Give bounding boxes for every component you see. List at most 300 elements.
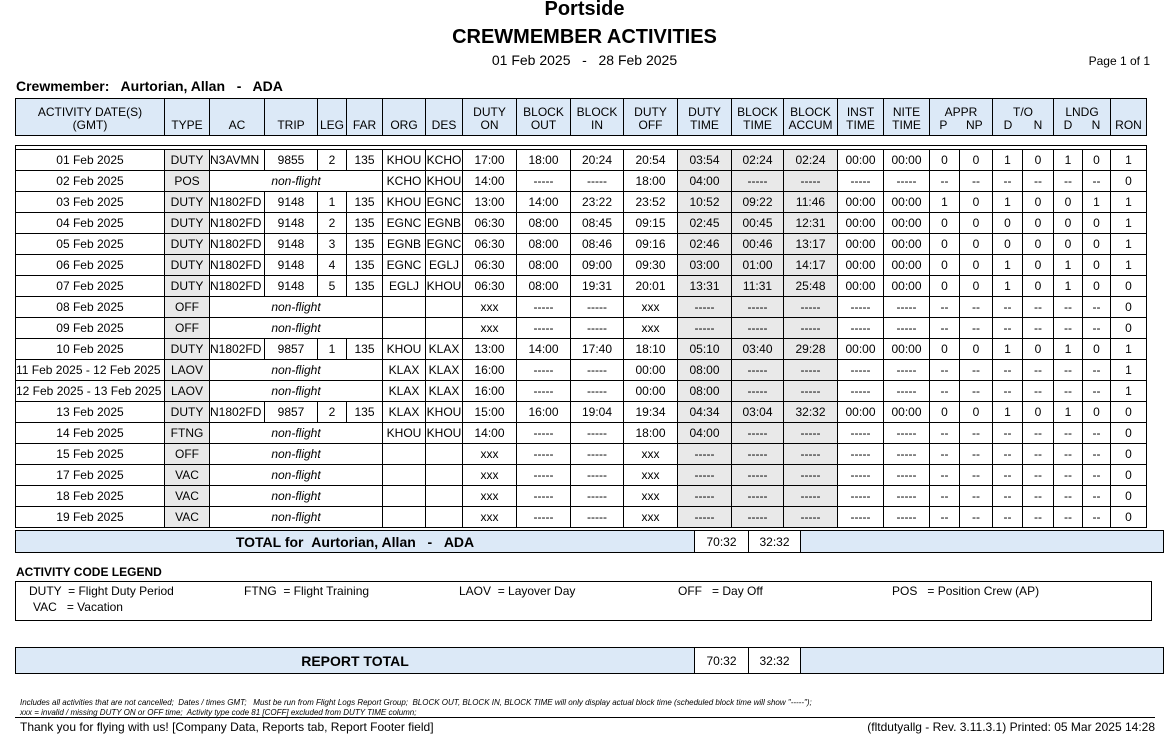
cell-duty-off: xxx: [624, 465, 678, 486]
cell-to-n: --: [1023, 423, 1054, 444]
cell-ron: 0: [1111, 318, 1147, 339]
cell-duty-time: 03:54: [678, 150, 732, 171]
cell-block-in: 23:22: [571, 192, 624, 213]
cell-type: DUTY: [165, 276, 210, 297]
cell-lndg-d: --: [1054, 171, 1083, 192]
cell-date: 13 Feb 2025: [16, 402, 165, 423]
cell-duty-time: 04:00: [678, 171, 732, 192]
cell-type: DUTY: [165, 402, 210, 423]
cell-appr-np: --: [960, 297, 993, 318]
cell-appr-np: --: [960, 381, 993, 402]
cell-org: [383, 507, 426, 528]
table-row: [16, 402, 1147, 423]
cell-block-in: 20:24: [571, 150, 624, 171]
cell-non-flight: non-flight: [210, 360, 383, 381]
cell-lndg-n: --: [1083, 171, 1111, 192]
report-total-filler: [801, 648, 1164, 674]
cell-leg: 2: [318, 150, 347, 171]
cell-appr-np: 0: [960, 150, 993, 171]
legend-box: [15, 581, 1152, 621]
cell-duty-time: -----: [678, 507, 732, 528]
cell-to-d: 1: [993, 339, 1023, 360]
cell-ron: 0: [1111, 465, 1147, 486]
col-ac: AC: [210, 99, 265, 136]
cell-lndg-n: 1: [1083, 192, 1111, 213]
cell-appr-p: --: [930, 360, 960, 381]
cell-duty-time: 04:34: [678, 402, 732, 423]
cell-to-d: 1: [993, 150, 1023, 171]
col-type: TYPE: [165, 99, 210, 136]
cell-des: KCHO: [426, 150, 463, 171]
col-inst-time: INST TIME: [838, 99, 884, 136]
cell-ron: 1: [1111, 234, 1147, 255]
cell-block-out: 08:00: [517, 213, 571, 234]
cell-lndg-d: --: [1054, 423, 1083, 444]
cell-block-in: -----: [571, 486, 624, 507]
cell-block-out: -----: [517, 318, 571, 339]
cell-appr-p: --: [930, 465, 960, 486]
cell-duty-on: 14:00: [463, 171, 517, 192]
cell-appr-np: --: [960, 423, 993, 444]
cell-block-in: -----: [571, 507, 624, 528]
cell-to-d: 1: [993, 192, 1023, 213]
col-duty-on: DUTY ON: [463, 99, 517, 136]
cell-lndg-d: 1: [1054, 255, 1083, 276]
cell-inst-time: -----: [838, 486, 884, 507]
cell-appr-p: --: [930, 318, 960, 339]
cell-lndg-n: --: [1083, 297, 1111, 318]
cell-ron: 1: [1111, 360, 1147, 381]
cell-to-n: --: [1023, 486, 1054, 507]
cell-nite-time: 00:00: [884, 255, 930, 276]
cell-far: 135: [347, 234, 383, 255]
cell-org: KCHO: [383, 171, 426, 192]
cell-block-time: -----: [732, 444, 784, 465]
cell-org: KHOU: [383, 423, 426, 444]
cell-inst-time: -----: [838, 465, 884, 486]
cell-appr-p: 1: [930, 192, 960, 213]
cell-non-flight: non-flight: [210, 171, 383, 192]
cell-type: VAC: [165, 465, 210, 486]
report-title: CREWMEMBER ACTIVITIES: [452, 26, 717, 48]
cell-block-time: 03:40: [732, 339, 784, 360]
cell-inst-time: -----: [838, 444, 884, 465]
cell-leg: 2: [318, 402, 347, 423]
cell-duty-on: 16:00: [463, 360, 517, 381]
cell-block-time: 03:04: [732, 402, 784, 423]
cell-type: DUTY: [165, 339, 210, 360]
cell-block-accum: -----: [784, 297, 838, 318]
cell-far: 135: [347, 339, 383, 360]
cell-ac: N1802FD: [210, 276, 265, 297]
cell-to-n: --: [1023, 297, 1054, 318]
cell-to-n: --: [1023, 171, 1054, 192]
cell-block-out: 08:00: [517, 255, 571, 276]
cell-trip: 9148: [265, 192, 318, 213]
col-trip: TRIP: [265, 99, 318, 136]
cell-to-d: --: [993, 297, 1023, 318]
cell-ac: N1802FD: [210, 213, 265, 234]
crewmember-name: Aurtorian, Allan: [120, 78, 226, 94]
cell-appr-np: 0: [960, 276, 993, 297]
cell-date: 14 Feb 2025: [16, 423, 165, 444]
cell-ron: 0: [1111, 171, 1147, 192]
cell-to-n: --: [1023, 360, 1054, 381]
cell-inst-time: 00:00: [838, 192, 884, 213]
footer-divider: [15, 717, 1155, 718]
col-activity-date: ACTIVITY DATE(S) (GMT): [16, 99, 165, 136]
cell-trip: 9148: [265, 213, 318, 234]
cell-ron: 0: [1111, 297, 1147, 318]
cell-to-n: --: [1023, 444, 1054, 465]
cell-duty-on: 06:30: [463, 276, 517, 297]
cell-duty-on: 06:30: [463, 255, 517, 276]
cell-lndg-d: --: [1054, 381, 1083, 402]
legend-item-pos: POS = Position Crew (AP): [892, 584, 1040, 598]
col-block-accum: BLOCK ACCUM: [784, 99, 838, 136]
cell-inst-time: 00:00: [838, 255, 884, 276]
cell-to-d: --: [993, 360, 1023, 381]
date-to: 28 Feb 2025: [598, 52, 678, 68]
cell-lndg-n: --: [1083, 444, 1111, 465]
cell-duty-time: -----: [678, 465, 732, 486]
cell-non-flight: non-flight: [210, 507, 383, 528]
cell-duty-time: -----: [678, 318, 732, 339]
cell-leg: 4: [318, 255, 347, 276]
cell-des: KHOU: [426, 423, 463, 444]
cell-to-d: --: [993, 381, 1023, 402]
cell-nite-time: -----: [884, 423, 930, 444]
cell-lndg-d: 0: [1054, 192, 1083, 213]
cell-leg: 3: [318, 234, 347, 255]
cell-date: 09 Feb 2025: [16, 318, 165, 339]
table-row: [16, 339, 1147, 360]
cell-inst-time: 00:00: [838, 213, 884, 234]
cell-block-time: -----: [732, 381, 784, 402]
cell-far: 135: [347, 255, 383, 276]
total-label: TOTAL for Aurtorian, Allan - ADA: [16, 531, 695, 553]
cell-duty-off: 20:01: [624, 276, 678, 297]
col-lndg: LNDG D N: [1054, 99, 1111, 136]
legend-item-vac: VAC = Vacation: [33, 600, 123, 614]
cell-duty-off: 18:00: [624, 171, 678, 192]
cell-appr-np: --: [960, 486, 993, 507]
cell-block-time: -----: [732, 465, 784, 486]
cell-duty-time: 13:31: [678, 276, 732, 297]
cell-block-accum: -----: [784, 465, 838, 486]
activities-table: [15, 145, 1147, 528]
col-far: FAR: [347, 99, 383, 136]
cell-block-out: 08:00: [517, 234, 571, 255]
cell-block-accum: -----: [784, 444, 838, 465]
cell-to-d: --: [993, 423, 1023, 444]
cell-inst-time: 00:00: [838, 402, 884, 423]
crewmember-total-row: [15, 530, 1164, 553]
cell-lndg-n: 0: [1083, 402, 1111, 423]
cell-block-in: 08:45: [571, 213, 624, 234]
table-row: [16, 381, 1147, 402]
cell-block-out: -----: [517, 423, 571, 444]
cell-duty-off: xxx: [624, 444, 678, 465]
cell-duty-off: 00:00: [624, 360, 678, 381]
cell-nite-time: -----: [884, 318, 930, 339]
table-row: [16, 318, 1147, 339]
cell-duty-on: 16:00: [463, 381, 517, 402]
col-duty-time: DUTY TIME: [678, 99, 732, 136]
cell-org: KLAX: [383, 402, 426, 423]
cell-trip: 9857: [265, 402, 318, 423]
cell-nite-time: -----: [884, 297, 930, 318]
cell-org: KHOU: [383, 192, 426, 213]
cell-appr-np: 0: [960, 255, 993, 276]
cell-org: KHOU: [383, 339, 426, 360]
cell-inst-time: 00:00: [838, 234, 884, 255]
cell-appr-p: --: [930, 423, 960, 444]
crewmember-label: Crewmember:: [16, 78, 110, 94]
cell-lndg-d: --: [1054, 360, 1083, 381]
cell-des: KHOU: [426, 276, 463, 297]
table-row: [16, 465, 1147, 486]
cell-lndg-d: 0: [1054, 234, 1083, 255]
cell-lndg-n: 0: [1083, 150, 1111, 171]
cell-duty-on: 06:30: [463, 213, 517, 234]
cell-trip: 9148: [265, 234, 318, 255]
table-row: [16, 255, 1147, 276]
cell-appr-p: --: [930, 507, 960, 528]
cell-org: [383, 486, 426, 507]
cell-far: 135: [347, 276, 383, 297]
cell-org: EGNC: [383, 255, 426, 276]
table-row: [16, 360, 1147, 381]
cell-block-in: 08:46: [571, 234, 624, 255]
table-row: [16, 213, 1147, 234]
cell-appr-np: --: [960, 465, 993, 486]
cell-des: EGNC: [426, 234, 463, 255]
cell-block-time: 01:00: [732, 255, 784, 276]
cell-leg: 2: [318, 213, 347, 234]
cell-block-accum: 25:48: [784, 276, 838, 297]
cell-to-d: 0: [993, 213, 1023, 234]
col-to: T/O D N: [993, 99, 1054, 136]
cell-leg: 1: [318, 339, 347, 360]
cell-lndg-n: --: [1083, 318, 1111, 339]
organization-name: Portside: [544, 0, 625, 20]
col-leg: LEG: [318, 99, 347, 136]
cell-appr-p: 0: [930, 276, 960, 297]
cell-appr-p: --: [930, 171, 960, 192]
cell-inst-time: -----: [838, 171, 884, 192]
col-duty-off: DUTY OFF: [624, 99, 678, 136]
cell-block-out: 16:00: [517, 402, 571, 423]
cell-to-d: 1: [993, 276, 1023, 297]
cell-type: OFF: [165, 444, 210, 465]
cell-to-d: --: [993, 465, 1023, 486]
cell-appr-p: 0: [930, 234, 960, 255]
cell-appr-np: --: [960, 360, 993, 381]
cell-date: 10 Feb 2025: [16, 339, 165, 360]
cell-nite-time: -----: [884, 360, 930, 381]
cell-block-in: -----: [571, 318, 624, 339]
cell-duty-on: xxx: [463, 486, 517, 507]
cell-type: DUTY: [165, 234, 210, 255]
cell-block-in: -----: [571, 171, 624, 192]
cell-inst-time: -----: [838, 360, 884, 381]
cell-block-in: -----: [571, 381, 624, 402]
cell-appr-p: 0: [930, 402, 960, 423]
cell-far: 135: [347, 192, 383, 213]
cell-lndg-d: 1: [1054, 276, 1083, 297]
cell-duty-time: 04:00: [678, 423, 732, 444]
date-from: 01 Feb 2025: [491, 52, 571, 68]
cell-duty-on: 17:00: [463, 150, 517, 171]
cell-inst-time: -----: [838, 381, 884, 402]
cell-org: [383, 297, 426, 318]
cell-block-out: -----: [517, 360, 571, 381]
cell-inst-time: 00:00: [838, 339, 884, 360]
cell-trip: 9857: [265, 339, 318, 360]
cell-duty-on: xxx: [463, 297, 517, 318]
cell-non-flight: non-flight: [210, 444, 383, 465]
cell-des: KHOU: [426, 402, 463, 423]
cell-to-n: --: [1023, 381, 1054, 402]
date-separator: -: [582, 52, 587, 68]
cell-block-time: 11:31: [732, 276, 784, 297]
cell-des: [426, 444, 463, 465]
cell-block-accum: -----: [784, 507, 838, 528]
cell-duty-time: -----: [678, 444, 732, 465]
cell-to-d: 0: [993, 234, 1023, 255]
cell-to-d: 1: [993, 255, 1023, 276]
cell-block-time: 00:45: [732, 213, 784, 234]
cell-date: 12 Feb 2025 - 13 Feb 2025: [16, 381, 165, 402]
cell-nite-time: -----: [884, 444, 930, 465]
cell-ron: 1: [1111, 213, 1147, 234]
cell-appr-np: --: [960, 507, 993, 528]
cell-duty-on: 15:00: [463, 402, 517, 423]
cell-to-n: 0: [1023, 213, 1054, 234]
cell-duty-time: 02:45: [678, 213, 732, 234]
cell-lndg-n: 0: [1083, 255, 1111, 276]
cell-nite-time: -----: [884, 507, 930, 528]
report-note-2: xxx = invalid / missing DUTY ON or OFF time; Activity type code 81 [COFF] excluded from DUTY TIME column;: [20, 708, 417, 717]
cell-non-flight: non-flight: [210, 423, 383, 444]
cell-lndg-n: 0: [1083, 213, 1111, 234]
cell-block-in: -----: [571, 444, 624, 465]
cell-block-accum: 32:32: [784, 402, 838, 423]
cell-nite-time: -----: [884, 171, 930, 192]
report-total-block-time: 32:32: [749, 648, 801, 674]
cell-date: 08 Feb 2025: [16, 297, 165, 318]
cell-nite-time: -----: [884, 486, 930, 507]
cell-nite-time: 00:00: [884, 192, 930, 213]
cell-lndg-d: --: [1054, 486, 1083, 507]
cell-inst-time: -----: [838, 318, 884, 339]
cell-trip: 9148: [265, 276, 318, 297]
crewmember-code: ADA: [252, 78, 283, 94]
cell-des: [426, 318, 463, 339]
cell-appr-p: 0: [930, 255, 960, 276]
cell-lndg-d: 1: [1054, 339, 1083, 360]
date-range: [0, 52, 1169, 68]
cell-ron: 1: [1111, 381, 1147, 402]
col-ron: RON: [1111, 99, 1147, 136]
cell-type: LAOV: [165, 381, 210, 402]
cell-duty-time: 03:00: [678, 255, 732, 276]
cell-date: 07 Feb 2025: [16, 276, 165, 297]
cell-inst-time: -----: [838, 507, 884, 528]
report-note-1: Includes all activities that are not cancelled; Dates / times GMT; Must be run from Flight Logs Report Group; BLOCK OUT, BLOCK IN, BLOCK TIME will only display actual block time (scheduled block time will show "-----");: [20, 698, 812, 707]
cell-org: EGNB: [383, 234, 426, 255]
cell-date: 06 Feb 2025: [16, 255, 165, 276]
cell-to-d: --: [993, 318, 1023, 339]
cell-org: KHOU: [383, 150, 426, 171]
cell-ac: N3AVMN: [210, 150, 265, 171]
cell-date: 01 Feb 2025: [16, 150, 165, 171]
cell-block-in: -----: [571, 297, 624, 318]
cell-duty-off: 09:30: [624, 255, 678, 276]
cell-type: DUTY: [165, 255, 210, 276]
cell-ron: 1: [1111, 150, 1147, 171]
cell-block-in: 17:40: [571, 339, 624, 360]
cell-duty-off: 09:16: [624, 234, 678, 255]
cell-lndg-n: --: [1083, 381, 1111, 402]
cell-block-time: 02:24: [732, 150, 784, 171]
cell-duty-on: xxx: [463, 318, 517, 339]
cell-block-out: -----: [517, 465, 571, 486]
cell-ron: 1: [1111, 255, 1147, 276]
cell-lndg-n: 0: [1083, 234, 1111, 255]
col-nite-time: NITE TIME: [884, 99, 930, 136]
cell-non-flight: non-flight: [210, 381, 383, 402]
cell-nite-time: 00:00: [884, 234, 930, 255]
cell-block-out: -----: [517, 297, 571, 318]
cell-date: 04 Feb 2025: [16, 213, 165, 234]
cell-block-out: -----: [517, 486, 571, 507]
cell-des: KLAX: [426, 360, 463, 381]
cell-duty-on: xxx: [463, 444, 517, 465]
cell-type: FTNG: [165, 423, 210, 444]
cell-non-flight: non-flight: [210, 297, 383, 318]
col-des: DES: [426, 99, 463, 136]
cell-type: DUTY: [165, 213, 210, 234]
cell-far: 135: [347, 150, 383, 171]
cell-block-in: -----: [571, 360, 624, 381]
cell-date: 11 Feb 2025 - 12 Feb 2025: [16, 360, 165, 381]
cell-block-accum: -----: [784, 171, 838, 192]
table-row: [16, 423, 1147, 444]
cell-ron: 1: [1111, 192, 1147, 213]
cell-duty-off: 19:34: [624, 402, 678, 423]
cell-lndg-d: --: [1054, 465, 1083, 486]
cell-appr-np: 0: [960, 339, 993, 360]
cell-block-time: 09:22: [732, 192, 784, 213]
cell-ac: N1802FD: [210, 255, 265, 276]
cell-appr-p: --: [930, 381, 960, 402]
cell-duty-on: 13:00: [463, 339, 517, 360]
cell-inst-time: -----: [838, 423, 884, 444]
crewmember-line: [16, 78, 283, 94]
cell-non-flight: non-flight: [210, 465, 383, 486]
cell-block-accum: -----: [784, 360, 838, 381]
cell-block-in: 19:31: [571, 276, 624, 297]
col-block-time: BLOCK TIME: [732, 99, 784, 136]
cell-block-in: 19:04: [571, 402, 624, 423]
cell-type: OFF: [165, 318, 210, 339]
col-block-out: BLOCK OUT: [517, 99, 571, 136]
cell-ron: 0: [1111, 402, 1147, 423]
cell-des: [426, 507, 463, 528]
cell-appr-p: --: [930, 486, 960, 507]
